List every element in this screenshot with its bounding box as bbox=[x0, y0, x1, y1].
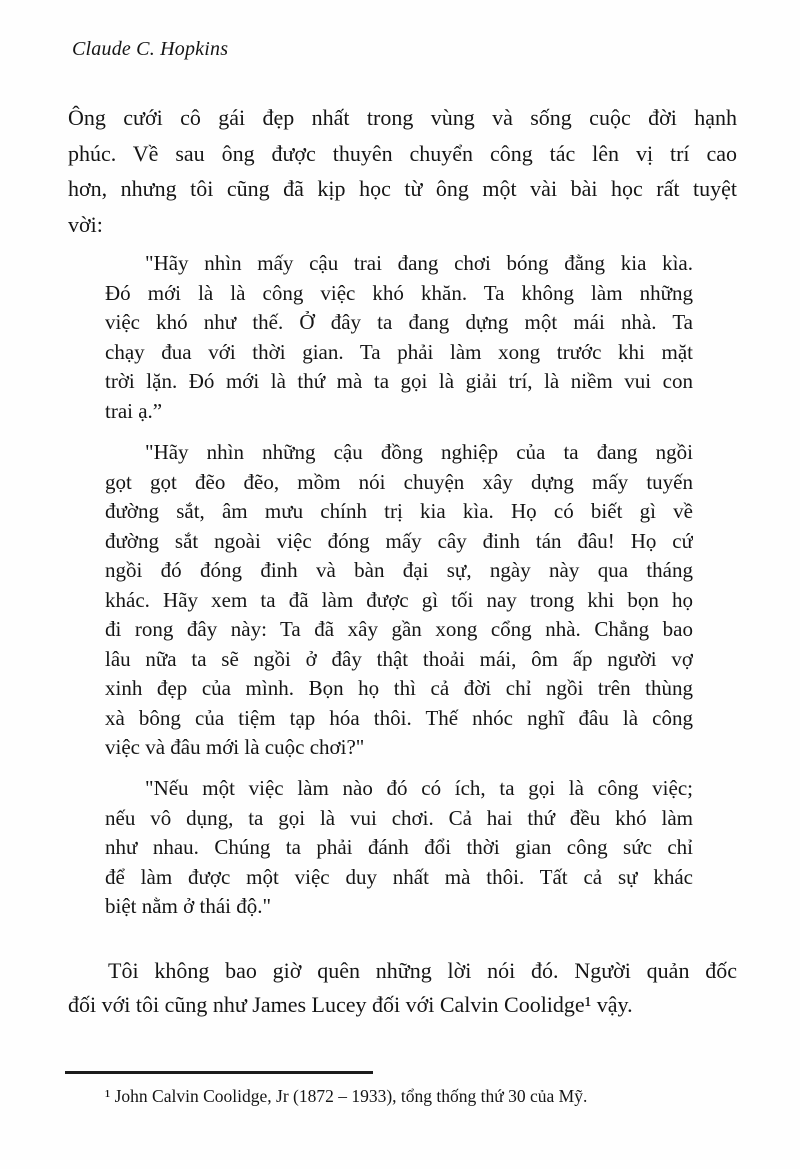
text-line: xà bông của tiệm tạp hóa thôi. Thế nhóc nghĩ đâu là công bbox=[105, 705, 693, 730]
blockquote-1 bbox=[105, 249, 693, 426]
text-line: đối với tôi cũng như James Lucey đối với Calvin Coolidge¹ vậy. bbox=[68, 992, 633, 1017]
text-line: Ông cưới cô gái đẹp nhất trong vùng và sống cuộc đời hạnh bbox=[68, 105, 737, 130]
text-line: Tôi không bao giờ quên những lời nói đó. Người quản đốc bbox=[108, 958, 737, 983]
running-header: Claude C. Hopkins bbox=[72, 38, 229, 60]
text-line: "Hãy nhìn mấy cậu trai đang chơi bóng đằng kia kìa. bbox=[145, 251, 693, 275]
text-line: Đó mới là là công việc khó khăn. Ta không làm những bbox=[105, 280, 693, 305]
text-line: "Hãy nhìn những cậu đồng nghiệp của ta đang ngồi bbox=[145, 440, 693, 464]
paragraph-closing bbox=[68, 954, 737, 1022]
text-line: trời lặn. Đó mới là thứ mà ta gọi là giải trí, là niềm vui con bbox=[105, 369, 693, 393]
text-line: nếu vô dụng, ta gọi là vui chơi. Cả hai thứ đều khó làm bbox=[105, 805, 693, 830]
text-line: lâu nữa ta sẽ ngồi ở đây thật thoải mái, ôm ấp người vợ bbox=[105, 646, 693, 671]
text-line: phúc. Về sau ông được thuyên chuyển công tác lên vị trí cao bbox=[68, 140, 737, 166]
blockquote-3 bbox=[105, 774, 693, 922]
footnote-rule bbox=[65, 1071, 373, 1074]
text-line: "Nếu một việc làm nào đó có ích, ta gọi là công việc; bbox=[145, 776, 693, 800]
text-line: ngồi đó đóng đinh và bàn đại sự, ngày này qua tháng bbox=[105, 558, 693, 582]
text-line: để làm được một việc duy nhất mà thôi. Tất cả sự khác bbox=[105, 864, 693, 889]
footnote: ¹ John Calvin Coolidge, Jr (1872 – 1933), tổng thống thứ 30 của Mỹ. bbox=[105, 1086, 588, 1106]
paragraph-intro bbox=[68, 100, 737, 242]
text-line: đường sắt, âm mưu chính trị kia kìa. Họ có biết gì về bbox=[105, 499, 693, 523]
text-line: hơn, nhưng tôi cũng đã kịp học từ ông một vài bài học rất tuyệt bbox=[68, 176, 737, 201]
text-line: như nhau. Chúng ta phải đánh đổi thời gian công sức chỉ bbox=[105, 835, 693, 859]
text-line: đường sắt ngoài việc đóng mấy cây đinh tán đâu! Họ cứ bbox=[105, 528, 693, 553]
text-line: đi rong đây này: Ta đã xây gần xong cổng nhà. Chẳng bao bbox=[105, 617, 693, 641]
text-line: trai ạ.” bbox=[105, 398, 163, 423]
text-line: vời: bbox=[68, 211, 103, 237]
text-line: khác. Hãy xem ta đã làm được gì tối nay trong khi bọn họ bbox=[105, 587, 693, 612]
text-line: việc khó như thế. Ở đây ta đang dựng một mái nhà. Ta bbox=[105, 310, 693, 334]
text-line: việc và đâu mới là cuộc chơi?" bbox=[105, 735, 365, 759]
text-line: gọt gọt đẽo đẽo, mồm nói chuyện xây dựng mấy tuyến bbox=[105, 469, 693, 494]
text-line: xinh đẹp của mình. Bọn họ thì cả đời chỉ ngồi trên thùng bbox=[105, 676, 693, 700]
text-line: biệt nằm ở thái độ." bbox=[105, 894, 272, 918]
text-line: chạy đua với thời gian. Ta phải làm xong trước khi mặt bbox=[105, 339, 693, 364]
blockquote-2 bbox=[105, 438, 693, 763]
